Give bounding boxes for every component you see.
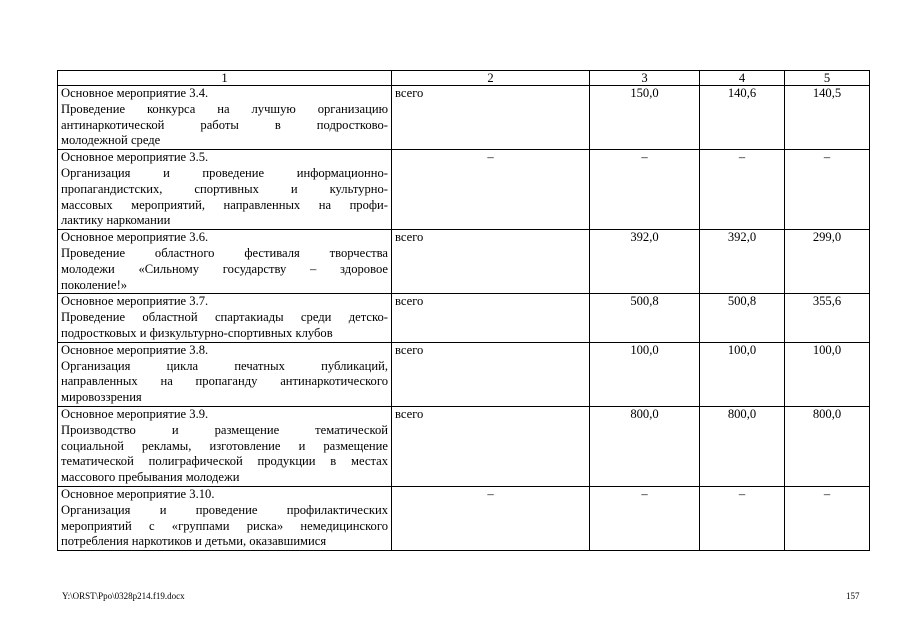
activity-title: Основное мероприятие 3.5.: [61, 150, 209, 165]
funding-source-cell: всего: [392, 294, 590, 342]
activity-text-line: Организация и проведение профилактических: [61, 502, 388, 517]
funding-source-cell: всего: [392, 230, 590, 294]
header-row: [58, 71, 870, 86]
value-cell-3: –: [590, 486, 700, 550]
activity-description: [58, 486, 392, 550]
activity-text-line: массовых мероприятий, направленных на профи-: [61, 197, 388, 212]
activity-text-line: молодежной среде: [61, 133, 161, 148]
value-cell-4: 500,8: [700, 294, 785, 342]
file-path: Y:\ORST\Ppo\0328p214.f19.docx: [62, 591, 185, 601]
activity-description: [58, 406, 392, 486]
table-row: [58, 486, 870, 550]
activity-description: [58, 150, 392, 230]
activity-text-line: потребления наркотиков и детьми, оказавшимися: [61, 534, 327, 549]
table-row: [58, 230, 870, 294]
value-cell-5: 355,6: [785, 294, 870, 342]
value-cell-3: 100,0: [590, 342, 700, 406]
value-cell-4: 140,6: [700, 86, 785, 150]
value-cell-4: 392,0: [700, 230, 785, 294]
activity-text-line: мировоззрения: [61, 390, 142, 405]
funding-source-cell: всего: [392, 342, 590, 406]
value-cell-4: –: [700, 486, 785, 550]
activity-description: [58, 294, 392, 342]
value-cell-5: –: [785, 150, 870, 230]
funding-source-cell: всего: [392, 86, 590, 150]
activity-text-line: мероприятий с «группами риска» немедицинского: [61, 518, 388, 533]
value-cell-3: 150,0: [590, 86, 700, 150]
value-cell-3: 800,0: [590, 406, 700, 486]
table-row: [58, 294, 870, 342]
value-cell-5: 100,0: [785, 342, 870, 406]
activity-text-line: молодежи «Сильному государству – здоровое: [61, 261, 388, 276]
program-table: [57, 70, 870, 551]
funding-source-cell: –: [392, 150, 590, 230]
activity-text-line: массового пребывания молодежи: [61, 470, 240, 485]
activity-title: Основное мероприятие 3.9.: [61, 406, 209, 421]
value-cell-4: 100,0: [700, 342, 785, 406]
value-cell-3: –: [590, 150, 700, 230]
activity-text-line: тематической полиграфической продукции в местах: [61, 454, 388, 469]
activity-text-line: Производство и размещение тематической: [61, 422, 388, 437]
activity-title: Основное мероприятие 3.10.: [61, 486, 215, 501]
activity-title: Основное мероприятие 3.4.: [61, 86, 209, 100]
activity-text-line: поколение!»: [61, 277, 128, 292]
funding-source-cell: –: [392, 486, 590, 550]
value-cell-5: 800,0: [785, 406, 870, 486]
value-cell-4: –: [700, 150, 785, 230]
activity-description: [58, 230, 392, 294]
value-cell-5: 140,5: [785, 86, 870, 150]
value-cell-5: 299,0: [785, 230, 870, 294]
header-cell-5: 5: [785, 71, 870, 86]
activity-text-line: Проведение областного фестиваля творчества: [61, 245, 388, 260]
activity-text-line: социальной рекламы, изготовление и размещение: [61, 438, 388, 453]
activity-description: [58, 342, 392, 406]
header-cell-1: 1: [58, 71, 392, 86]
activity-text-line: Организация и проведение информационно-: [61, 165, 388, 180]
activity-text-line: Организация цикла печатных публикаций,: [61, 358, 388, 373]
header-cell-4: 4: [700, 71, 785, 86]
activity-text-line: лактику наркомании: [61, 213, 171, 228]
activity-description: [58, 86, 392, 150]
table-row: [58, 342, 870, 406]
table-row: [58, 86, 870, 150]
activity-title: Основное мероприятие 3.6.: [61, 230, 209, 245]
activity-text-line: Проведение областной спартакиады среди детско-: [61, 310, 388, 325]
activity-text-line: пропагандистских, спортивных и культурно-: [61, 181, 388, 196]
header-cell-2: 2: [392, 71, 590, 86]
funding-source-cell: всего: [392, 406, 590, 486]
activity-title: Основное мероприятие 3.7.: [61, 294, 209, 309]
value-cell-5: –: [785, 486, 870, 550]
value-cell-3: 500,8: [590, 294, 700, 342]
table-row: [58, 150, 870, 230]
activity-text-line: Проведение конкурса на лучшую организацию: [61, 101, 388, 116]
activity-title: Основное мероприятие 3.8.: [61, 342, 209, 357]
page-number: 157: [846, 591, 860, 601]
table-row: [58, 406, 870, 486]
activity-text-line: подростковых и физкультурно-спортивных клубов: [61, 325, 333, 340]
header-cell-3: 3: [590, 71, 700, 86]
value-cell-3: 392,0: [590, 230, 700, 294]
activity-text-line: направленных на пропаганду антинаркотического: [61, 374, 388, 389]
value-cell-4: 800,0: [700, 406, 785, 486]
activity-text-line: антинаркотической работы в подростково-: [61, 117, 388, 132]
